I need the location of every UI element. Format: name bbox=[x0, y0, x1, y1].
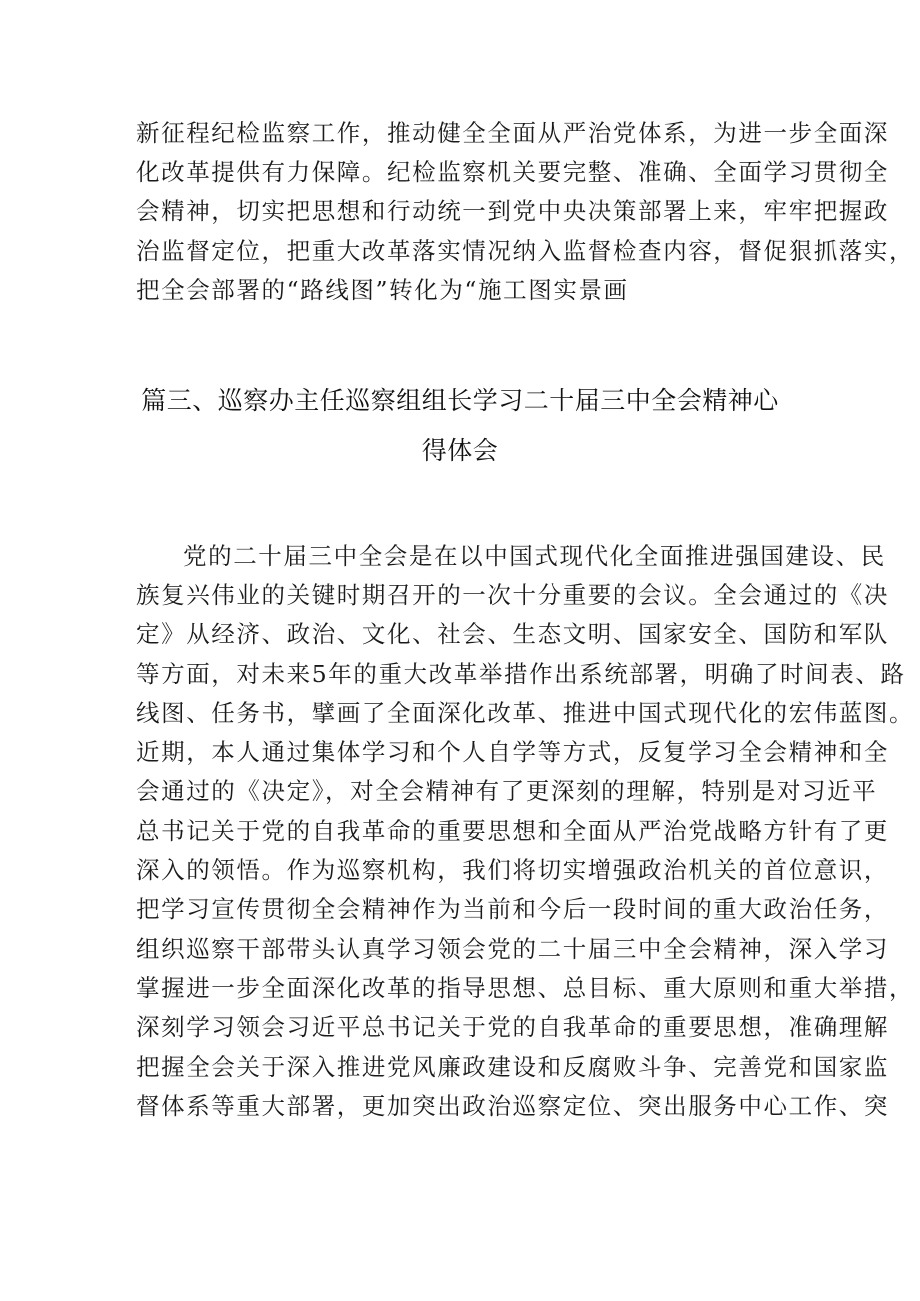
section-heading-line-2: 得体会 bbox=[421, 436, 499, 465]
body-line-7: 会通过的《决定》，对全会精神有了更深刻的理解，特别是对习近平 bbox=[136, 777, 878, 805]
body-line-13: 深刻学习领会习近平总书记关于党的自我革命的重要思想，准确理解 bbox=[136, 1013, 889, 1041]
body-line-14: 把握全会关于深入推进党风廉政建设和反腐败斗争、完善党和国家监 bbox=[136, 1053, 889, 1081]
body-line-12: 掌握进一步全面深化改革的指导思想、总目标、重大原则和重大举措， bbox=[136, 974, 915, 1002]
body-line-9: 深入的领悟。作为巡察机构，我们将切实增强政治机关的首位意识， bbox=[136, 856, 889, 884]
intro-line-4: 治监督定位，把重大改革落实情况纳入监督检查内容，督促狠抓落实， bbox=[136, 237, 915, 265]
body-line-3: 定》从经济、政治、文化、社会、生态文明、国家安全、国防和军队 bbox=[136, 620, 889, 648]
intro-line-3: 会精神，切实把思想和行动统一到党中央决策部署上来，牢牢把握政 bbox=[136, 197, 889, 225]
intro-line-1: 新征程纪检监察工作，推动健全全面从严治党体系，为进一步全面深 bbox=[136, 119, 889, 147]
intro-line-5: 把全会部署的“路线图”转化为“施工图实景画 bbox=[136, 276, 629, 304]
body-line-15: 督体系等重大部署，更加突出政治巡察定位、突出服务中心工作、突 bbox=[136, 1092, 889, 1120]
body-line-11: 组织巡察干部带头认真学习领会党的二十届三中全会精神，深入学习 bbox=[136, 935, 889, 963]
body-line-6: 近期，本人通过集体学习和个人自学等方式，反复学习全会精神和全 bbox=[136, 738, 889, 766]
body-line-1: 党的二十届三中全会是在以中国式现代化全面推进强国建设、民 bbox=[183, 542, 886, 570]
body-line-2: 族复兴伟业的关键时期召开的一次十分重要的会议。全会通过的《决 bbox=[136, 581, 889, 609]
body-line-10: 把学习宣传贯彻全会精神作为当前和今后一段时间的重大政治任务， bbox=[136, 895, 889, 923]
intro-line-2: 化改革提供有力保障。纪检监察机关要完整、准确、全面学习贯彻全 bbox=[136, 158, 889, 186]
body-line-5: 线图、任务书，擘画了全面深化改革、推进中国式现代化的宏伟蓝图。 bbox=[136, 699, 915, 727]
body-line-8: 总书记关于党的自我革命的重要思想和全面从严治党战略方针有了更 bbox=[136, 817, 889, 845]
body-line-4: 等方面，对未来5年的重大改革举措作出系统部署，明确了时间表、路 bbox=[136, 660, 906, 688]
section-heading-line-1: 篇三、巡察办主任巡察组组长学习二十届三中全会精神心 bbox=[141, 386, 779, 415]
